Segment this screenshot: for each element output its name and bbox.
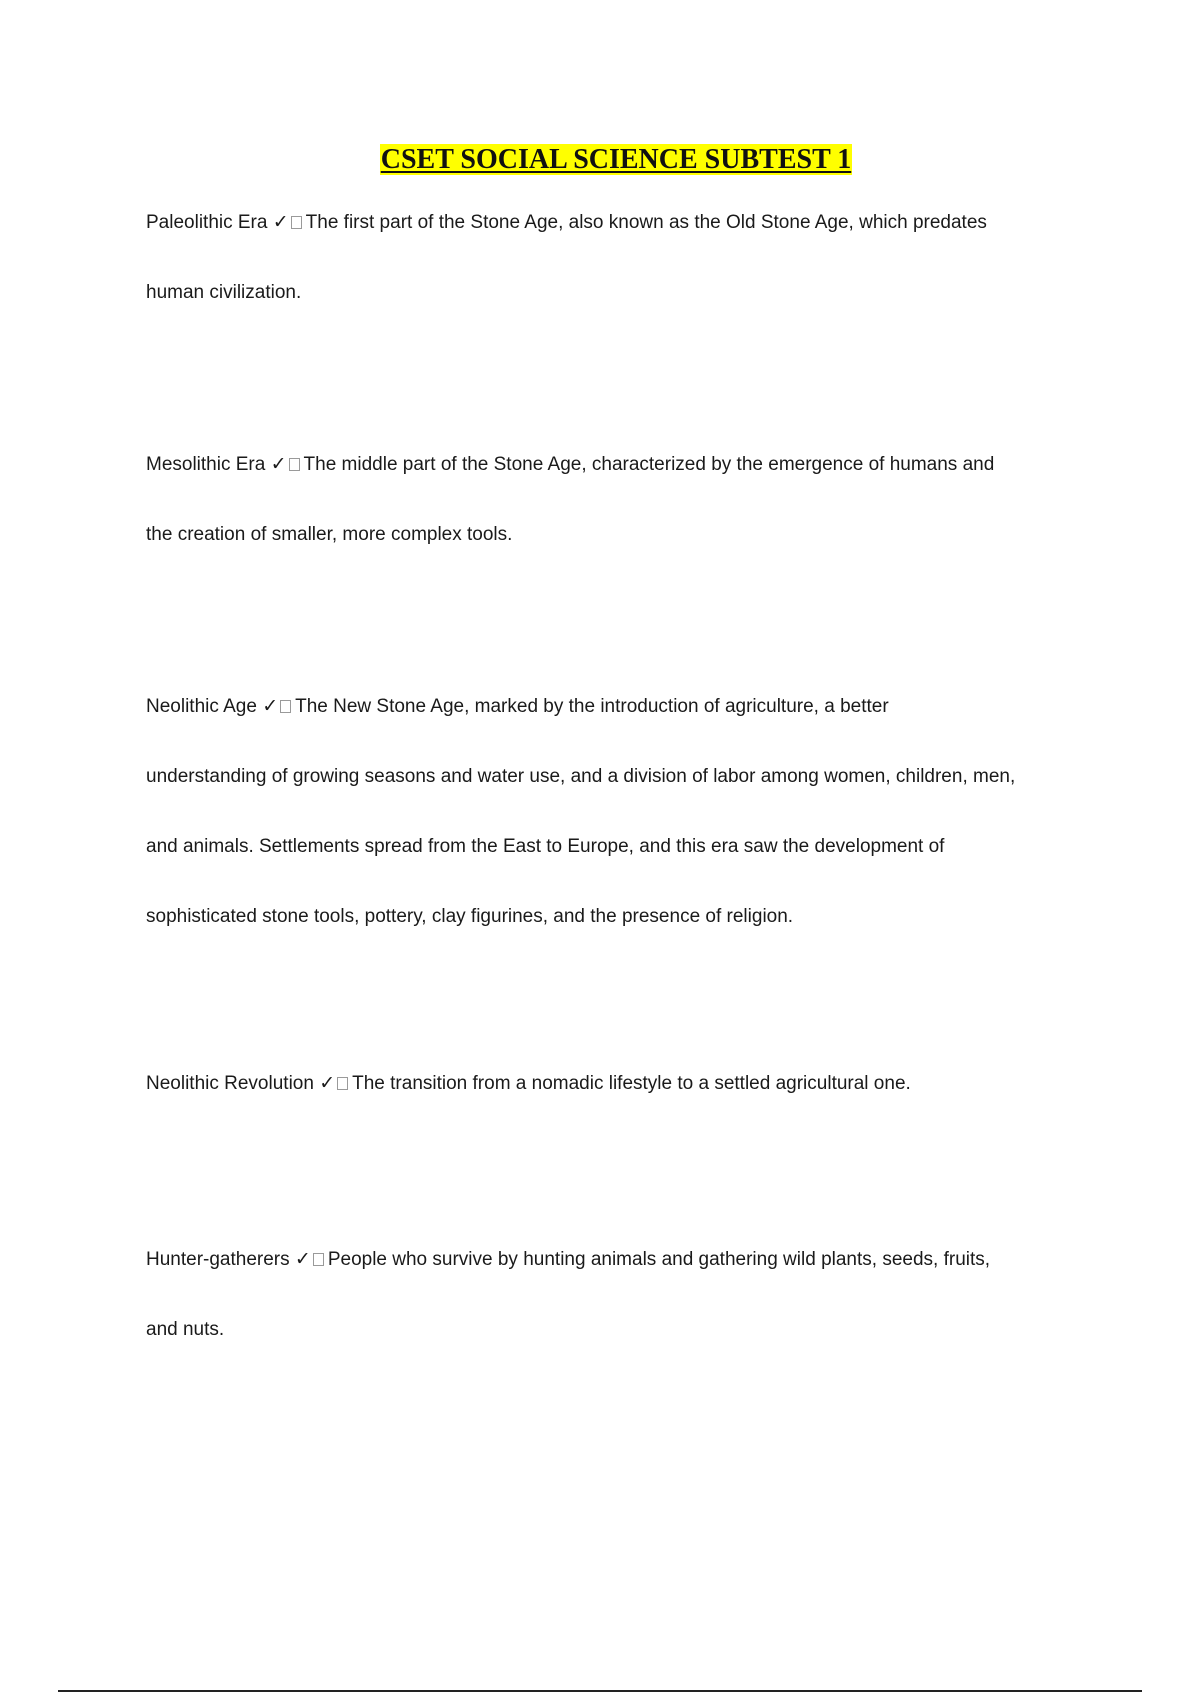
term-label: Paleolithic Era [146, 212, 268, 233]
entry-line [146, 1224, 1106, 1295]
entry-line [146, 671, 1106, 742]
term-entry-hunter-gatherers [146, 1224, 1106, 1365]
term-label: Hunter-gatherers [146, 1249, 290, 1270]
box-icon [289, 458, 300, 471]
definition-text: The middle part of the Stone Age, characterized by the emergence of humans and [303, 454, 995, 475]
entry-line: and animals. Settlements spread from the East to Europe, and this era saw the development of [146, 836, 945, 857]
check-icon: ✓ [262, 695, 279, 717]
page-title-text: CSET SOCIAL SCIENCE SUBTEST 1 [380, 144, 852, 175]
term-entry-paleolithic-era [146, 187, 1106, 328]
box-icon [280, 700, 291, 713]
entry-line: the creation of smaller, more complex tools. [146, 524, 513, 545]
box-icon [313, 1253, 324, 1266]
definition-text: The New Stone Age, marked by the introduction of agriculture, a better [295, 696, 889, 717]
entry-line: human civilization. [146, 282, 302, 303]
definition-text: The first part of the Stone Age, also known as the Old Stone Age, which predates [305, 212, 987, 233]
term-entry-neolithic-age [146, 671, 1106, 952]
term-entry-mesolithic-era [146, 429, 1106, 570]
footer-divider [58, 1690, 1142, 1692]
box-icon [337, 1077, 348, 1090]
entry-line [146, 1048, 1106, 1119]
check-icon: ✓ [270, 453, 287, 475]
term-label: Neolithic Age [146, 696, 257, 717]
entry-line [146, 429, 1106, 500]
check-icon: ✓ [319, 1072, 336, 1094]
term-label: Neolithic Revolution [146, 1073, 314, 1094]
definition-text: People who survive by hunting animals and gathering wild plants, seeds, fruits, [327, 1249, 991, 1270]
page-title [0, 143, 1200, 177]
entry-line: understanding of growing seasons and water use, and a division of labor among women, children, men, [146, 766, 1016, 787]
entry-line: sophisticated stone tools, pottery, clay figurines, and the presence of religion. [146, 906, 794, 927]
term-label: Mesolithic Era [146, 454, 266, 475]
entry-line: and nuts. [146, 1319, 225, 1340]
check-icon: ✓ [272, 211, 289, 233]
definition-text: The transition from a nomadic lifestyle to a settled agricultural one. [352, 1073, 911, 1094]
check-icon: ✓ [294, 1248, 311, 1270]
term-entry-neolithic-revolution [146, 1048, 1106, 1119]
entry-line [146, 187, 1106, 258]
box-icon [291, 216, 302, 229]
